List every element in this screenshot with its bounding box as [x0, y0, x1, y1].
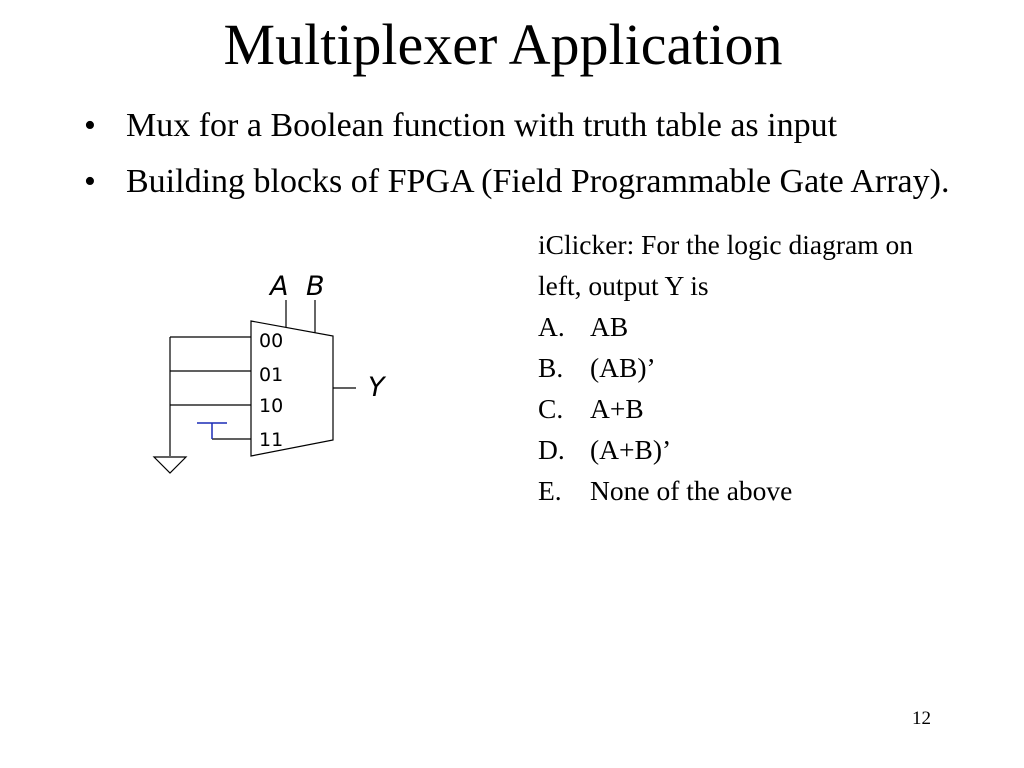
option-letter: B.	[538, 352, 564, 383]
option-text: (AB)’	[590, 352, 656, 383]
select-label-a: A	[270, 271, 289, 302]
ground-icon	[154, 457, 186, 473]
bullet-marker: •	[84, 163, 96, 200]
option-text: A+B	[590, 393, 644, 424]
bullet-text: Mux for a Boolean function with truth table as input	[126, 107, 838, 144]
option-c	[538, 388, 958, 429]
option-letter: C.	[538, 393, 564, 424]
answer-options	[538, 306, 958, 511]
mux-input-label-01: 01	[259, 364, 284, 386]
bullet-marker: •	[84, 107, 96, 144]
option-text: AB	[590, 311, 629, 342]
option-letter: A.	[538, 311, 565, 342]
option-d	[538, 429, 958, 470]
option-a	[538, 306, 958, 347]
option-b	[538, 347, 958, 388]
page-number: 12	[912, 708, 931, 729]
option-e	[538, 470, 958, 511]
slide-title: Multiplexer Application	[223, 12, 783, 77]
option-text: None of the above	[590, 475, 793, 506]
iclicker-question	[538, 224, 958, 511]
mux-diagram	[0, 0, 520, 500]
bullet-text: Building blocks of FPGA (Field Programmable Gate Array).	[126, 163, 950, 200]
mux-input-label-11: 11	[259, 429, 284, 451]
question-prompt: iClicker: For the logic diagram on left, output Y is	[538, 229, 913, 301]
mux-input-label-00: 00	[259, 330, 284, 352]
select-label-b: B	[306, 271, 325, 302]
mux-input-label-10: 10	[259, 395, 284, 417]
option-text: (A+B)’	[590, 434, 672, 465]
option-letter: D.	[538, 434, 565, 465]
output-label-y: Y	[368, 372, 385, 403]
option-letter: E.	[538, 475, 562, 506]
